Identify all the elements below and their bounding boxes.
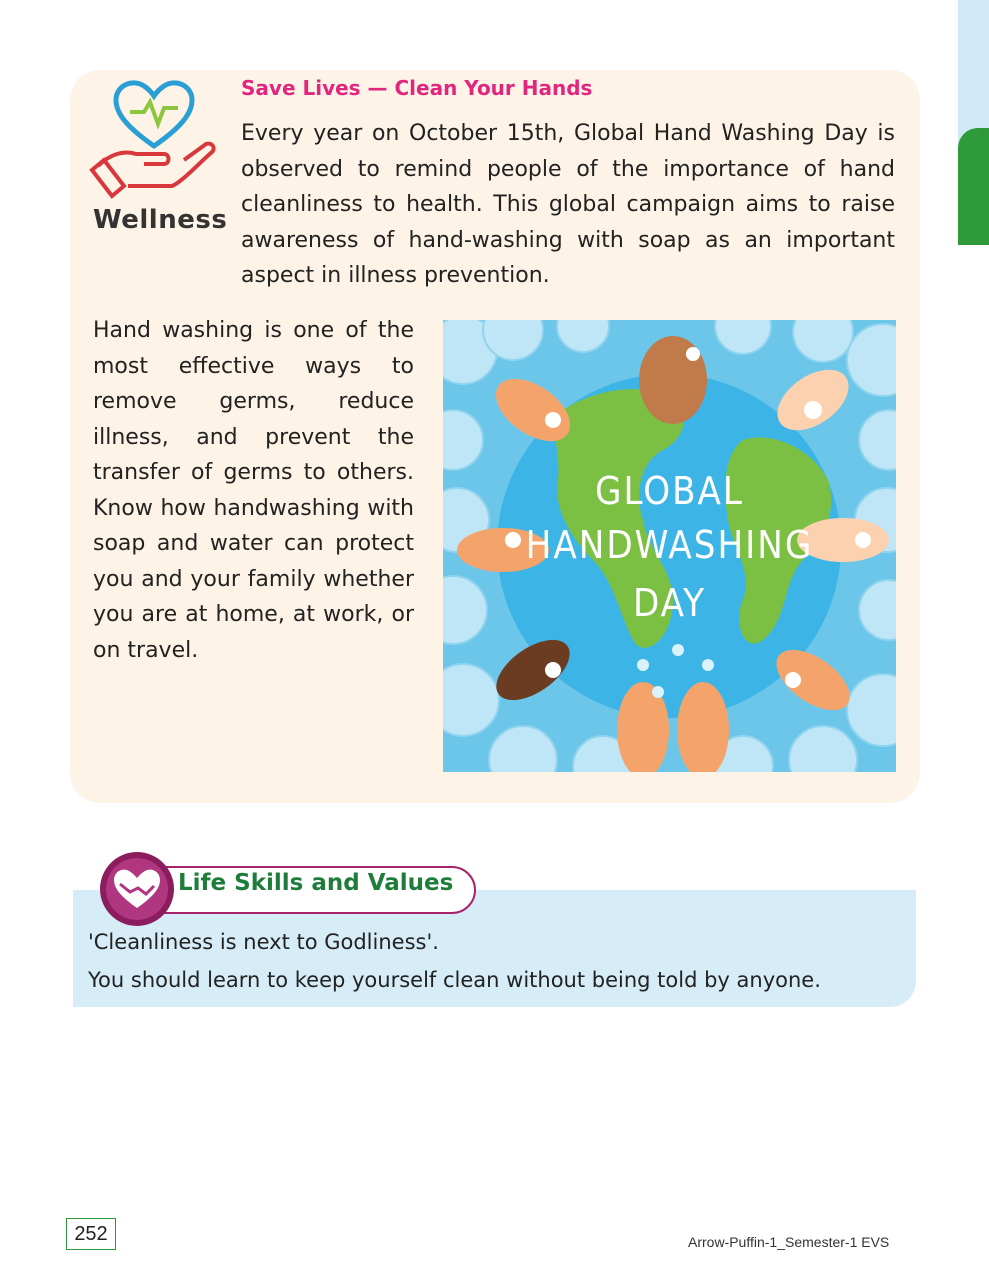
poster-title-line-1: GLOBAL [595,469,744,513]
handshake-heart-icon [98,850,176,928]
page-number: 252 [66,1218,116,1250]
poster-title-line-3: DAY [633,581,706,625]
heart-hand-icon [88,78,220,210]
wellness-label: Wellness [93,205,228,235]
life-skills-title: Life Skills and Values [178,870,454,896]
life-skills-advice: You should learn to keep yourself clean without being told by anyone. [88,968,821,992]
handwashing-poster-image [443,320,896,772]
poster-title-line-2: HANDWASHING [525,523,814,567]
side-tab-decoration [958,128,989,245]
life-skills-quote: 'Cleanliness is next to Godliness'. [88,930,439,954]
wellness-title: Save Lives — Clean Your Hands [241,76,593,100]
wellness-intro: Every year on October 15th, Global Hand Washing Day is observed to remind people of the importance of hand cleanliness to health. This global campaign aims to raise awareness of hand-washing with soap as an important aspect in illness prevention. [241,121,895,288]
footer-book-title: Arrow-Puffin-1_Semester-1 EVS [688,1234,890,1250]
wellness-body: Hand washing is one of the most effective ways to remove germs, reduce illness, and prevent the transfer of germs to others. Know how handwashing with soap and water can protect you and your family whether you are at home, at work, or on travel. [93,318,414,663]
